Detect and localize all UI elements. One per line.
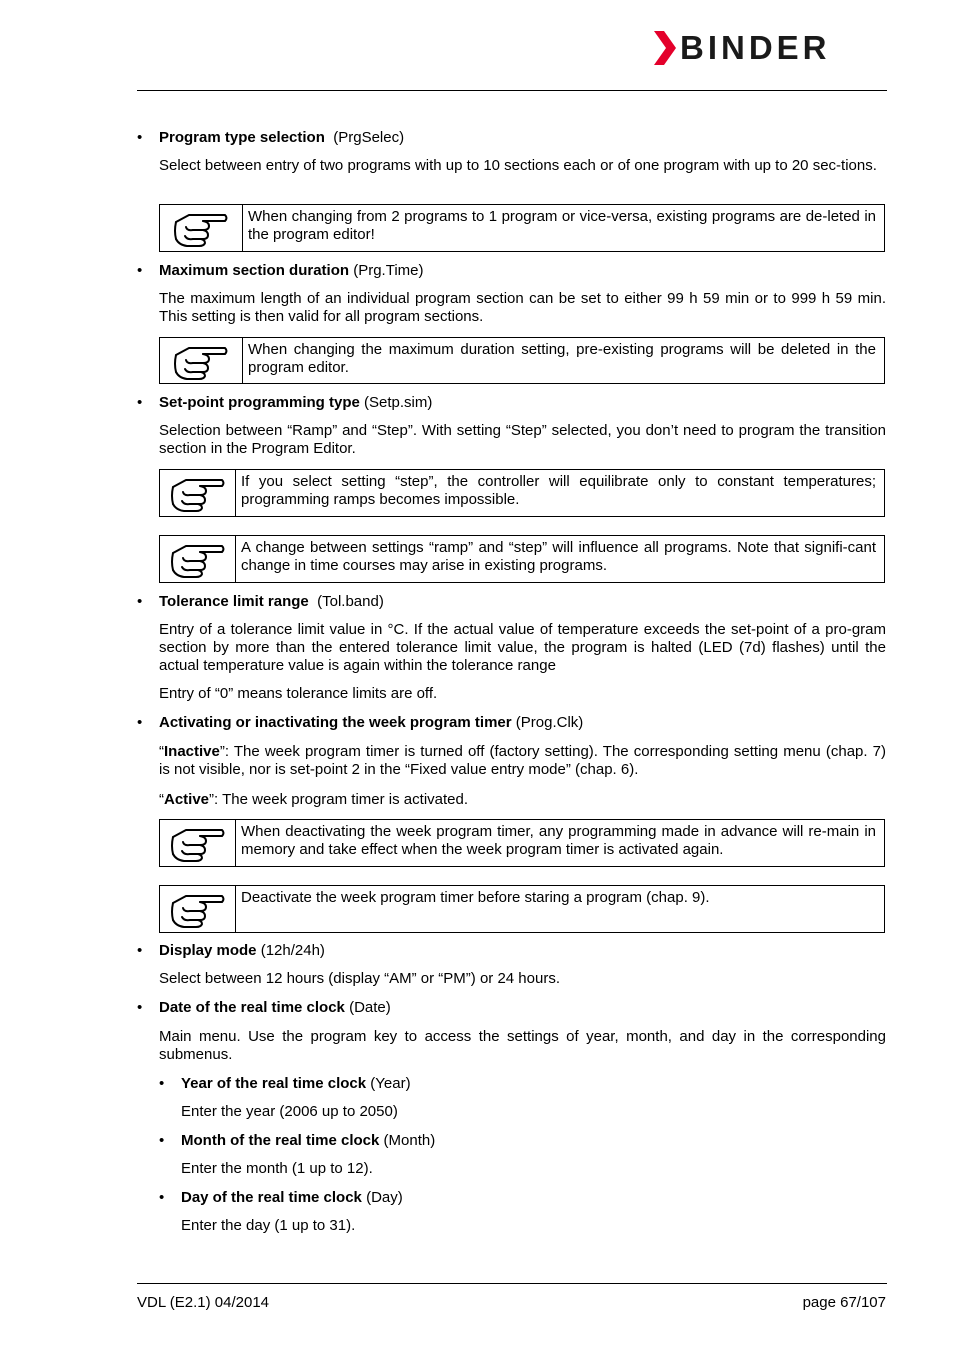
item-code: (Setp.sim) bbox=[364, 394, 433, 411]
note-text: If you select setting “step”, the controller will equilibrate only to constant temperatures; programming ramps becomes impossible. bbox=[241, 473, 876, 508]
item-title: Maximum section duration bbox=[159, 262, 350, 279]
header-rule bbox=[137, 90, 887, 91]
inactive-text: ”: The week program timer is turned off (factory setting). The corresponding setting menu (chap. 7) is not visible, nor is set-point 2 in the “Fixed value entry mode” (chap. 6). bbox=[159, 743, 886, 778]
bullet-dot: • bbox=[137, 714, 143, 731]
note-box bbox=[159, 469, 885, 517]
footer-rule bbox=[137, 1283, 887, 1284]
item-code: (Tol.band) bbox=[317, 593, 384, 610]
brand-name: BINDER bbox=[680, 29, 831, 66]
pointing-hand-icon bbox=[160, 886, 236, 932]
binder-arrow-logo-icon bbox=[654, 31, 678, 65]
paragraph: Select between entry of two programs with up to 10 sections each or of one program with up to 20 sec-tions. bbox=[159, 157, 877, 174]
bullet-setpoint-programming-type bbox=[137, 394, 886, 412]
pointing-hand-icon bbox=[160, 338, 243, 383]
active-label: Active bbox=[164, 791, 210, 808]
item-title: Tolerance limit range bbox=[159, 593, 309, 610]
note-text: When changing the maximum duration setting, pre-existing programs will be deleted in the program editor. bbox=[248, 341, 876, 376]
paragraph: Enter the day (1 up to 31). bbox=[181, 1217, 356, 1234]
note-text: When deactivating the week program timer, any programming made in advance will re-main in memory and take effect when the week program timer is activated again. bbox=[241, 823, 876, 858]
bullet-tolerance-limit-range bbox=[137, 593, 886, 611]
item-title: Activating or inactivating the week program timer bbox=[159, 714, 512, 731]
quote-mark: “ bbox=[159, 791, 164, 808]
item-code: (Month) bbox=[383, 1132, 436, 1149]
item-title: Date of the real time clock bbox=[159, 999, 345, 1016]
item-code: (Date) bbox=[349, 999, 391, 1016]
note-box bbox=[159, 337, 885, 384]
active-text: ”: The week program timer is activated. bbox=[209, 791, 469, 808]
item-title: Month of the real time clock bbox=[181, 1132, 380, 1149]
bullet-dot: • bbox=[137, 593, 143, 610]
bullet-dot: • bbox=[159, 1075, 165, 1092]
note-box bbox=[159, 885, 885, 933]
item-code: (Day) bbox=[366, 1189, 403, 1206]
paragraph: Select between 12 hours (display “AM” or “PM”) or 24 hours. bbox=[159, 970, 560, 987]
item-code: (Prog.Clk) bbox=[515, 714, 584, 731]
note-box bbox=[159, 204, 885, 252]
paragraph: Entry of a tolerance limit value in °C. If the actual value of temperature exceeds the set-point of a pro-gram section by more than the entered tolerance limit value, the program is halted (LED (7d) flashes) until the actual temperature value is again within the tolerance range bbox=[159, 621, 886, 674]
item-code: (PrgSelec) bbox=[333, 129, 405, 146]
pointing-hand-icon bbox=[160, 536, 236, 582]
pointing-hand-icon bbox=[160, 820, 236, 866]
paragraph: Enter the year (2006 up to 2050) bbox=[181, 1103, 398, 1120]
note-text: A change between settings “ramp” and “step” will influence all programs. Note that signifi-cant change in time courses may arise in existing programs. bbox=[241, 539, 876, 574]
note-box bbox=[159, 535, 885, 583]
bullet-max-section-duration bbox=[137, 262, 886, 280]
item-title: Day of the real time clock bbox=[181, 1189, 362, 1206]
item-title: Display mode bbox=[159, 942, 257, 959]
note-text: When changing from 2 programs to 1 program or vice-versa, existing programs are de-leted in the program editor! bbox=[248, 208, 876, 243]
bullet-dot: • bbox=[137, 394, 143, 411]
pointing-hand-icon bbox=[160, 470, 236, 516]
item-title: Set-point programming type bbox=[159, 394, 360, 411]
bullet-dot: • bbox=[137, 942, 143, 959]
item-code: (12h/24h) bbox=[260, 942, 325, 959]
bullet-dot: • bbox=[159, 1132, 165, 1149]
bullet-dot: • bbox=[137, 999, 143, 1016]
item-code: (Prg.Time) bbox=[353, 262, 424, 279]
bullet-week-program-timer bbox=[137, 714, 886, 732]
note-text: Deactivate the week program timer before staring a program (chap. 9). bbox=[241, 889, 710, 906]
paragraph: Main menu. Use the program key to access the settings of year, month, and day in the corresponding submenus. bbox=[159, 1028, 886, 1063]
pointing-hand-icon bbox=[160, 205, 243, 251]
paragraph-inactive bbox=[159, 743, 886, 779]
quote-mark: “ bbox=[159, 743, 164, 760]
bullet-display-mode bbox=[137, 942, 886, 960]
item-code: (Year) bbox=[370, 1075, 411, 1092]
paragraph-active bbox=[159, 791, 886, 809]
bullet-date-real-time-clock bbox=[137, 999, 886, 1017]
bullet-dot: • bbox=[137, 262, 143, 279]
paragraph: Entry of “0” means tolerance limits are off. bbox=[159, 685, 438, 702]
paragraph: Selection between “Ramp” and “Step”. With setting “Step” selected, you don’t need to program the transition section in the Program Editor. bbox=[159, 422, 886, 457]
sub-bullet-day bbox=[159, 1189, 886, 1207]
page-number: page 67/107 bbox=[802, 1294, 886, 1311]
paragraph: Enter the month (1 up to 12). bbox=[181, 1160, 373, 1177]
item-title: Program type selection bbox=[159, 129, 325, 146]
document-id: VDL (E2.1) 04/2014 bbox=[137, 1294, 270, 1311]
inactive-label: Inactive bbox=[164, 743, 220, 760]
binder-logo bbox=[654, 30, 886, 66]
bullet-program-type bbox=[137, 129, 886, 147]
bullet-dot: • bbox=[159, 1189, 165, 1206]
sub-bullet-year bbox=[159, 1075, 886, 1093]
bullet-dot: • bbox=[137, 129, 143, 146]
item-title: Year of the real time clock bbox=[181, 1075, 367, 1092]
note-box bbox=[159, 819, 885, 867]
paragraph: The maximum length of an individual program section can be set to either 99 h 59 min or to 999 h 59 min. This setting is then valid for all program sections. bbox=[159, 290, 886, 325]
sub-bullet-month bbox=[159, 1132, 886, 1150]
